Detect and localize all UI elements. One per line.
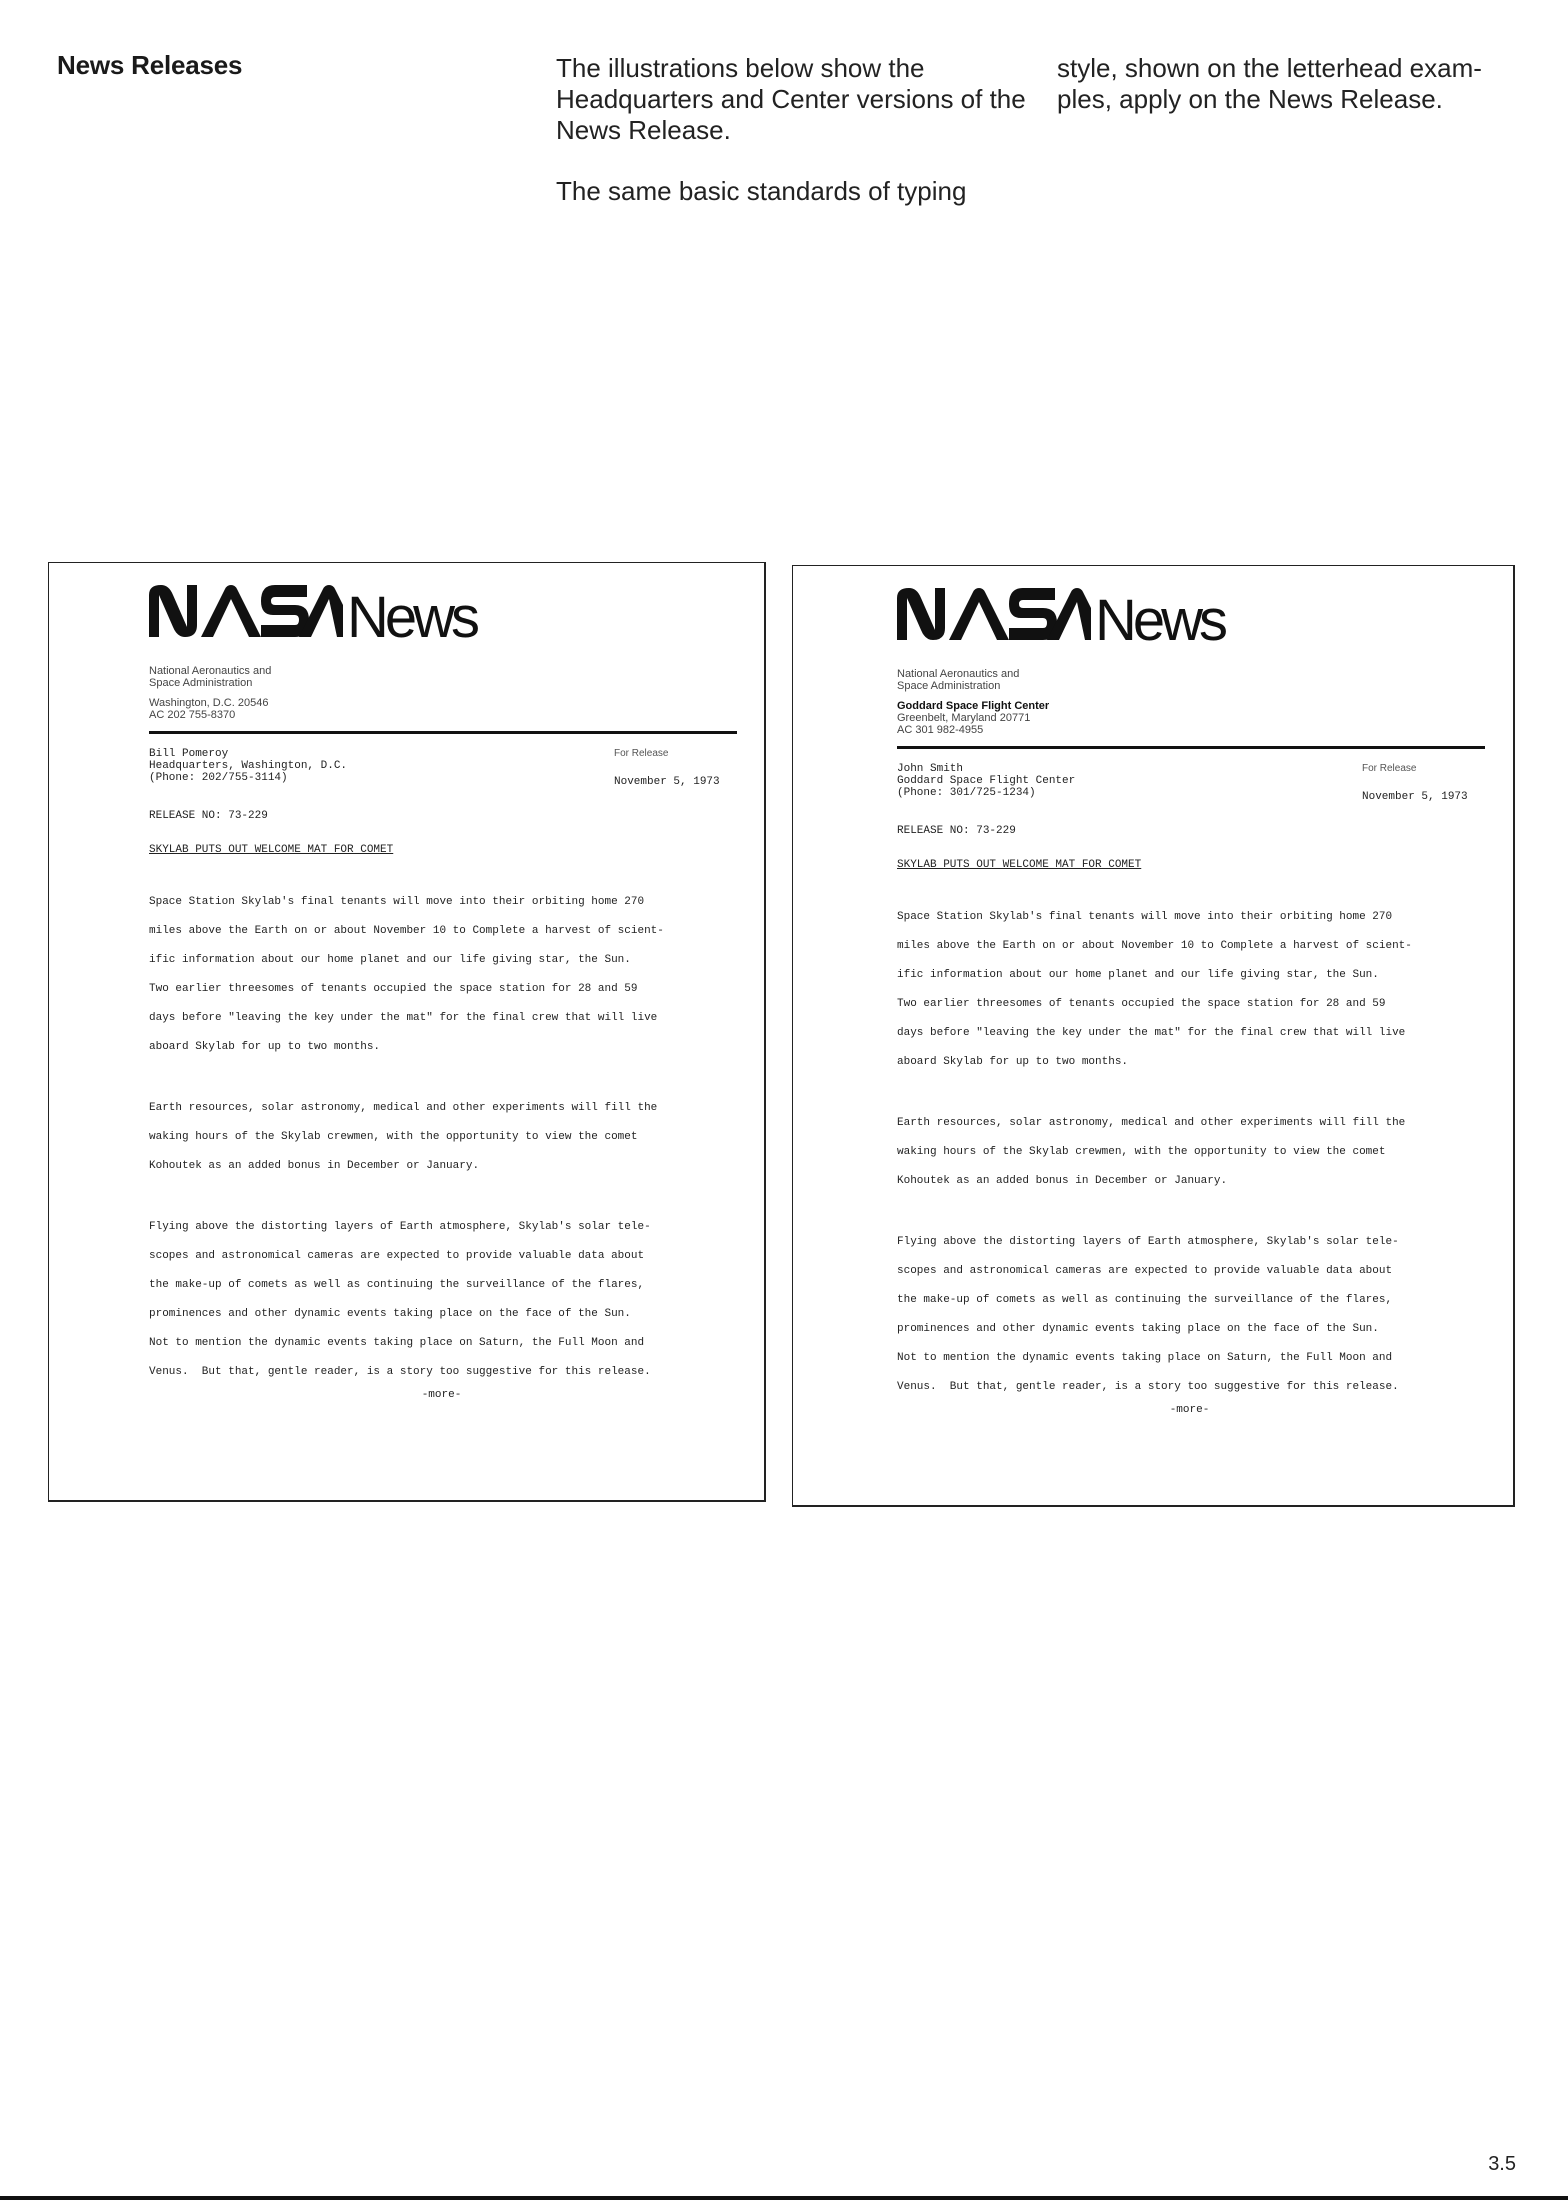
for-release-label: For Release [614, 748, 669, 759]
agency-name [897, 668, 1482, 692]
contact-info [149, 748, 347, 788]
body-line: Venus. But that, gentle reader, is a story too suggestive for this release. [149, 1366, 651, 1378]
page-bottom-rule [0, 2196, 1568, 2200]
body-line: Earth resources, solar astronomy, medical and other experiments will fill the [149, 1102, 658, 1114]
body-line: days before "leaving the key under the mat" for the final crew that will live [897, 1027, 1406, 1039]
body-line: scopes and astronomical cameras are expected to provide valuable data about [149, 1250, 645, 1262]
body-line: Not to mention the dynamic events taking place on Saturn, the Full Moon and [149, 1337, 645, 1349]
intro-paragraph: The same basic standards of typing [556, 176, 967, 206]
for-release-label: For Release [1362, 763, 1417, 774]
agency-line: National Aeronautics and [149, 665, 272, 677]
body-line: Venus. But that, gentle reader, is a story too suggestive for this release. [897, 1381, 1399, 1393]
logo-wordmark: News [1095, 588, 1225, 653]
more-marker: -more- [1169, 1404, 1210, 1416]
body-paragraph-3 [149, 1213, 734, 1387]
release-number: RELEASE NO: 73-229 [149, 810, 268, 822]
body-line: waking hours of the Skylab crewmen, with the opportunity to view the comet [149, 1131, 638, 1143]
address-line: Greenbelt, Maryland 20771 [897, 712, 1031, 724]
body-line: prominences and other dynamic events taking place on the face of the Sun. [149, 1308, 631, 1320]
intro-column-1 [556, 53, 1026, 237]
body-line: Two earlier threesomes of tenants occupied the space station for 28 and 59 [897, 998, 1386, 1010]
body-line: Two earlier threesomes of tenants occupied the space station for 28 and 59 [149, 983, 638, 995]
nasa-worm-logo-icon [897, 588, 1091, 640]
body-line: waking hours of the Skylab crewmen, with the opportunity to view the comet [897, 1146, 1386, 1158]
release-headline: SKYLAB PUTS OUT WELCOME MAT FOR COMET [149, 844, 394, 856]
contact-phone: (Phone: 301/725-1234) [897, 787, 1036, 799]
body-line: Earth resources, solar astronomy, medical and other experiments will fill the [897, 1117, 1406, 1129]
body-line: miles above the Earth on or about November 10 to Complete a harvest of scient- [897, 940, 1412, 952]
contact-block [149, 748, 734, 788]
release-date: November 5, 1973 [1362, 791, 1468, 803]
body-paragraph-3 [897, 1228, 1482, 1402]
body-line: Kohoutek as an added bonus in December or January. [897, 1175, 1228, 1187]
contact-info [897, 763, 1075, 803]
headquarters-news-release [48, 562, 766, 1502]
body-line: ific information about our home planet and our life giving star, the Sun. [149, 954, 631, 966]
body-line: Space Station Skylab's final tenants will move into their orbiting home 270 [149, 896, 645, 908]
divider [897, 746, 1485, 749]
body-line: Kohoutek as an added bonus in December or January. [149, 1160, 480, 1172]
body-line: Space Station Skylab's final tenants will move into their orbiting home 270 [897, 911, 1393, 923]
contact-name: Bill Pomeroy [149, 748, 229, 760]
body-line: Flying above the distorting layers of Earth atmosphere, Skylab's solar tele- [897, 1236, 1399, 1248]
center-news-release [792, 565, 1515, 1507]
intro-column-2 [1057, 53, 1527, 115]
page-number: 3.5 [1488, 2153, 1516, 2175]
contact-phone: (Phone: 202/755-3114) [149, 772, 288, 784]
agency-line: National Aeronautics and [897, 668, 1020, 680]
body-line: aboard Skylab for up to two months. [897, 1056, 1129, 1068]
agency-name [149, 665, 734, 689]
divider [149, 731, 737, 734]
agency-line: Space Administration [897, 680, 1001, 692]
body-paragraph-1 [897, 903, 1482, 1077]
body-line: the make-up of comets as well as continuing the surveillance of the flares, [149, 1279, 645, 1291]
release-date: November 5, 1973 [614, 776, 720, 788]
page-title: News Releases [57, 50, 243, 80]
release-number: RELEASE NO: 73-229 [897, 825, 1016, 837]
address-block [149, 697, 734, 721]
intro-paragraph: The illustrations below show the Headquarters and Center versions of the News Release. [556, 53, 1026, 145]
release-date-block [614, 748, 734, 788]
body-line: Flying above the distorting layers of Earth atmosphere, Skylab's solar tele- [149, 1221, 651, 1233]
nasa-logo [149, 585, 734, 655]
address-line: AC 202 755-8370 [149, 709, 236, 721]
release-date-block [1362, 763, 1482, 803]
body-line: prominences and other dynamic events taking place on the face of the Sun. [897, 1323, 1379, 1335]
release-headline: SKYLAB PUTS OUT WELCOME MAT FOR COMET [897, 859, 1142, 871]
contact-org: Goddard Space Flight Center [897, 775, 1076, 787]
body-paragraph-2 [897, 1109, 1482, 1196]
body-line: aboard Skylab for up to two months. [149, 1041, 381, 1053]
nasa-worm-logo-icon [149, 585, 343, 637]
more-marker: -more- [421, 1389, 462, 1401]
address-line: Washington, D.C. 20546 [149, 697, 269, 709]
contact-name: John Smith [897, 763, 964, 775]
body-line: scopes and astronomical cameras are expected to provide valuable data about [897, 1265, 1393, 1277]
intro-paragraph: style, shown on the letterhead exam-ples, apply on the News Release. [1057, 53, 1482, 114]
body-line: the make-up of comets as well as continuing the surveillance of the flares, [897, 1294, 1393, 1306]
body-paragraph-2 [149, 1094, 734, 1181]
release-content [149, 585, 734, 1401]
body-line: miles above the Earth on or about November 10 to Complete a harvest of scient- [149, 925, 664, 937]
nasa-logo [897, 588, 1482, 658]
logo-wordmark: News [347, 585, 477, 650]
release-content [897, 588, 1482, 1416]
agency-line: Space Administration [149, 677, 253, 689]
contact-block [897, 763, 1482, 803]
center-name: Goddard Space Flight Center [897, 700, 1050, 712]
body-paragraph-1 [149, 888, 734, 1062]
address-block [897, 700, 1482, 736]
body-line: Not to mention the dynamic events taking place on Saturn, the Full Moon and [897, 1352, 1393, 1364]
body-line: ific information about our home planet and our life giving star, the Sun. [897, 969, 1379, 981]
address-line: AC 301 982-4955 [897, 724, 984, 736]
body-line: days before "leaving the key under the mat" for the final crew that will live [149, 1012, 658, 1024]
contact-org: Headquarters, Washington, D.C. [149, 760, 348, 772]
